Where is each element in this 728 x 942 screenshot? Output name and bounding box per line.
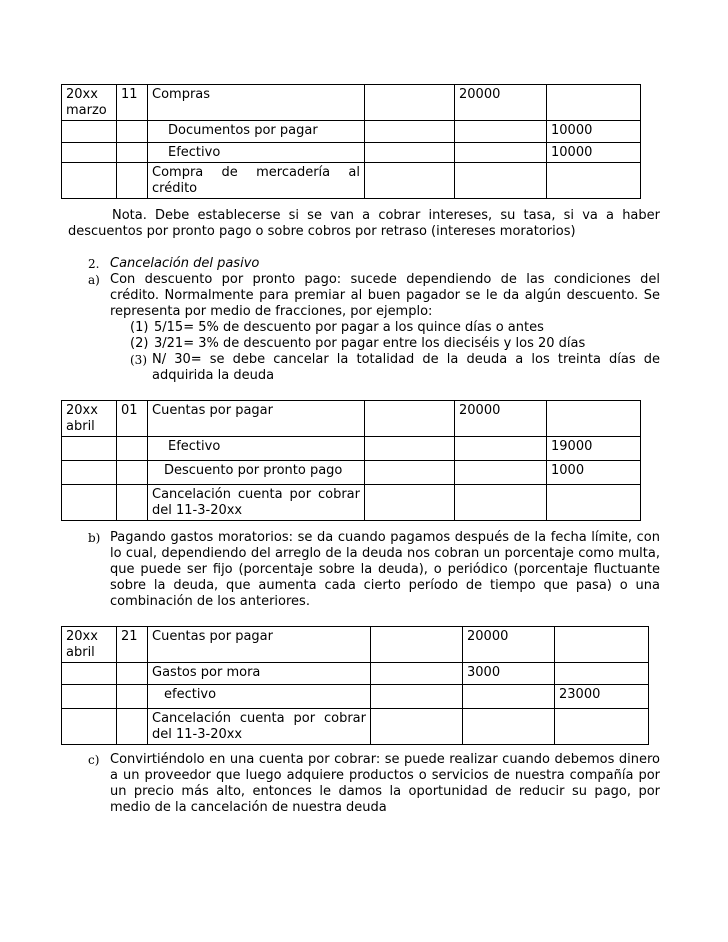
ref-cell bbox=[371, 663, 463, 685]
credit-cell bbox=[547, 163, 641, 199]
account-cell: Efectivo bbox=[148, 143, 365, 163]
debit-cell: 3000 bbox=[463, 663, 555, 685]
journal-table-abril-21 bbox=[61, 626, 649, 745]
account-cell: Cuentas por pagar bbox=[148, 401, 365, 437]
date-cell bbox=[62, 685, 117, 709]
ref-cell bbox=[365, 485, 455, 521]
ref-cell bbox=[371, 685, 463, 709]
table-row bbox=[62, 663, 649, 685]
table-row bbox=[62, 121, 641, 143]
debit-cell bbox=[455, 143, 547, 163]
debit-cell bbox=[455, 163, 547, 199]
day-cell: 11 bbox=[117, 85, 148, 121]
list-item-b bbox=[88, 530, 660, 610]
table-row bbox=[62, 685, 649, 709]
account-cell: efectivo bbox=[148, 685, 371, 709]
credit-cell bbox=[547, 485, 641, 521]
account-cell: Gastos por mora bbox=[148, 663, 371, 685]
fraction-marker: (2) bbox=[130, 336, 149, 351]
section-title: Cancelación del pasivo bbox=[110, 256, 260, 271]
debit-cell bbox=[455, 437, 547, 461]
day-cell bbox=[117, 437, 148, 461]
date-cell bbox=[62, 485, 117, 521]
list-item-text: Convirtiéndolo en una cuenta por cobrar: se puede realizar cuando debemos dinero a un proveedor que luego adquiere productos o servicios de nuestra compañía por un precio más alto, entonces le damos la oportunidad de reducir su pago, por medio de la cancelación de nuestra deuda bbox=[110, 752, 660, 815]
day-cell bbox=[117, 485, 148, 521]
fraction-text: N/ 30= se debe cancelar la totalidad de la deuda a los treinta días de adquirida la deuda bbox=[152, 352, 660, 383]
credit-cell: 23000 bbox=[555, 685, 649, 709]
date-cell bbox=[62, 437, 117, 461]
debit-cell bbox=[463, 709, 555, 745]
fraction-item bbox=[130, 352, 660, 384]
table-row bbox=[62, 163, 641, 199]
date-cell bbox=[62, 663, 117, 685]
debit-cell bbox=[455, 121, 547, 143]
date-cell bbox=[62, 121, 117, 143]
date-cell bbox=[62, 461, 117, 485]
credit-cell: 10000 bbox=[547, 143, 641, 163]
table-row bbox=[62, 143, 641, 163]
table-row bbox=[62, 437, 641, 461]
day-cell bbox=[117, 685, 148, 709]
list-item-text: Pagando gastos moratorios: se da cuando pagamos después de la fecha límite, con lo cual, dependiendo del arreglo de la deuda nos cobran un porcentaje como multa, que puede ser fijo (porcentaje sobre la deuda), o periódico (porcentaje fluctuante sobre la deuda, que aumenta cada cierto período de tiempo que pasa) o una combinación de los anteriores. bbox=[110, 530, 660, 609]
table-row bbox=[62, 461, 641, 485]
credit-cell bbox=[555, 709, 649, 745]
date-cell bbox=[62, 709, 117, 745]
ref-cell bbox=[365, 401, 455, 437]
list-item-c bbox=[88, 752, 660, 816]
list-marker: a) bbox=[88, 273, 100, 287]
debit-cell: 20000 bbox=[455, 401, 547, 437]
credit-cell bbox=[547, 401, 641, 437]
concept-cell: Cancelación cuenta por cobrar del 11-3-20xx bbox=[148, 485, 365, 521]
credit-cell: 10000 bbox=[547, 121, 641, 143]
account-cell: Descuento por pronto pago bbox=[148, 461, 365, 485]
ref-cell bbox=[371, 709, 463, 745]
credit-cell bbox=[555, 627, 649, 663]
list-marker: c) bbox=[88, 753, 100, 767]
debit-cell: 20000 bbox=[463, 627, 555, 663]
journal-table-abril-01 bbox=[61, 400, 641, 521]
fraction-text: 3/21= 3% de descuento por pagar entre los dieciséis y los 20 días bbox=[154, 336, 586, 351]
ref-cell bbox=[365, 143, 455, 163]
credit-cell bbox=[555, 663, 649, 685]
day-cell bbox=[117, 709, 148, 745]
table-row bbox=[62, 627, 649, 663]
date-cell: 20xx abril bbox=[62, 627, 117, 663]
note-text: Nota. Debe establecerse si se van a cobrar intereses, su tasa, si va a haber descuentos por pronto pago o sobre cobros por retraso (intereses moratorios) bbox=[68, 208, 660, 239]
fraction-text: 5/15= 5% de descuento por pagar a los quince días o antes bbox=[154, 320, 544, 335]
concept-cell: Cancelación cuenta por cobrar del 11-3-20xx bbox=[148, 709, 371, 745]
day-cell bbox=[117, 663, 148, 685]
account-cell: Cuentas por pagar bbox=[148, 627, 371, 663]
list-item-text: Con descuento por pronto pago: sucede dependiendo de las condiciones del crédito. Normalmente para premiar al buen pagador se le da algún descuento. Se representa por medio de fracciones, por ejemplo: bbox=[110, 272, 660, 319]
day-cell bbox=[117, 163, 148, 199]
account-cell: Compras bbox=[148, 85, 365, 121]
day-cell bbox=[117, 121, 148, 143]
section-number: 2. bbox=[88, 257, 100, 271]
fraction-item bbox=[130, 336, 660, 352]
fraction-marker: (1) bbox=[130, 320, 149, 335]
table-row bbox=[62, 709, 649, 745]
debit-cell bbox=[455, 461, 547, 485]
section-heading bbox=[88, 256, 660, 272]
ref-cell bbox=[371, 627, 463, 663]
day-cell: 01 bbox=[117, 401, 148, 437]
list-marker: b) bbox=[88, 531, 101, 545]
ref-cell bbox=[365, 461, 455, 485]
table-row bbox=[62, 401, 641, 437]
date-cell bbox=[62, 163, 117, 199]
concept-cell: Compra de mercadería al crédito bbox=[148, 163, 365, 199]
credit-cell: 19000 bbox=[547, 437, 641, 461]
list-item-a bbox=[88, 272, 660, 320]
credit-cell bbox=[547, 85, 641, 121]
ref-cell bbox=[365, 163, 455, 199]
debit-cell bbox=[455, 485, 547, 521]
table-row bbox=[62, 85, 641, 121]
day-cell: 21 bbox=[117, 627, 148, 663]
debit-cell: 20000 bbox=[455, 85, 547, 121]
date-cell: 20xx marzo bbox=[62, 85, 117, 121]
ref-cell bbox=[365, 121, 455, 143]
fraction-marker: (3) bbox=[130, 353, 147, 367]
ref-cell bbox=[365, 437, 455, 461]
date-cell bbox=[62, 143, 117, 163]
fraction-item bbox=[130, 320, 660, 336]
day-cell bbox=[117, 143, 148, 163]
account-cell: Documentos por pagar bbox=[148, 121, 365, 143]
table-row bbox=[62, 485, 641, 521]
debit-cell bbox=[463, 685, 555, 709]
journal-table-marzo bbox=[61, 84, 641, 199]
ref-cell bbox=[365, 85, 455, 121]
day-cell bbox=[117, 461, 148, 485]
account-cell: Efectivo bbox=[148, 437, 365, 461]
note-paragraph bbox=[68, 208, 660, 240]
credit-cell: 1000 bbox=[547, 461, 641, 485]
date-cell: 20xx abril bbox=[62, 401, 117, 437]
